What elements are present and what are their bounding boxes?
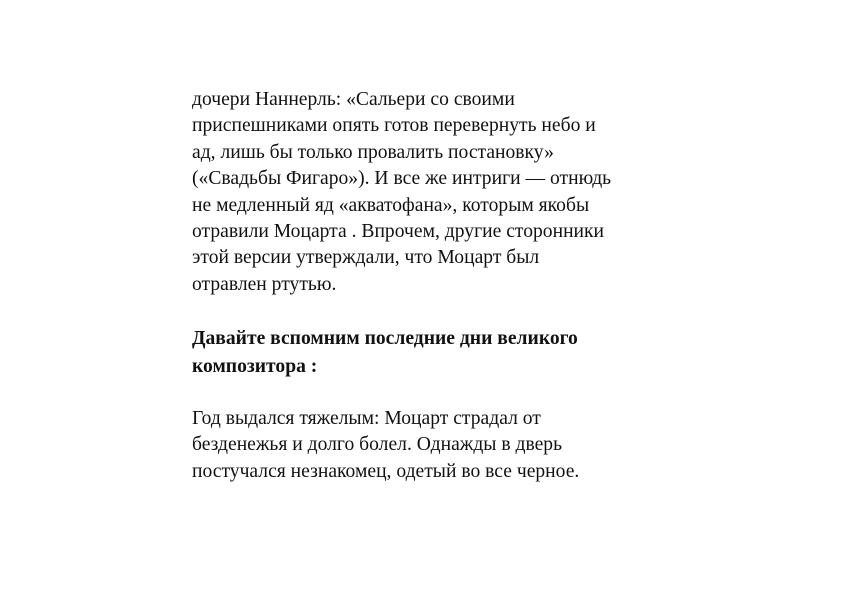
text-line: безденежья и долго болел. Однажды в дверь [192, 434, 563, 456]
text-line: отравили Моцарта . Впрочем, другие сторонники [192, 221, 605, 243]
text-line: этой версии утверждали, что Моцарт был [192, 247, 540, 269]
paragraph-last-days [192, 406, 662, 485]
text-line: («Свадьбы Фигаро»). И все же интриги — отнюдь [192, 168, 612, 190]
heading-line: Давайте вспомним последние дни великого [192, 328, 578, 349]
heading-line: композитора : [192, 356, 318, 377]
text-line: не медленный яд «акватофана», которым якобы [192, 194, 590, 216]
text-line: дочери Наннерль: «Сальери со своими [192, 89, 515, 110]
text-line: постучался незнакомец, одетый во все черное. [192, 460, 580, 482]
section-heading [192, 325, 662, 381]
paragraph-intrigues [192, 87, 662, 298]
text-line: ад, лишь бы только провалить постановку» [192, 141, 554, 163]
text-line: отравлен ртутью. [192, 273, 337, 295]
text-line: приспешниками опять готов перевернуть небо и [192, 115, 596, 137]
text-line: Год выдался тяжелым: Моцарт страдал от [192, 408, 541, 429]
